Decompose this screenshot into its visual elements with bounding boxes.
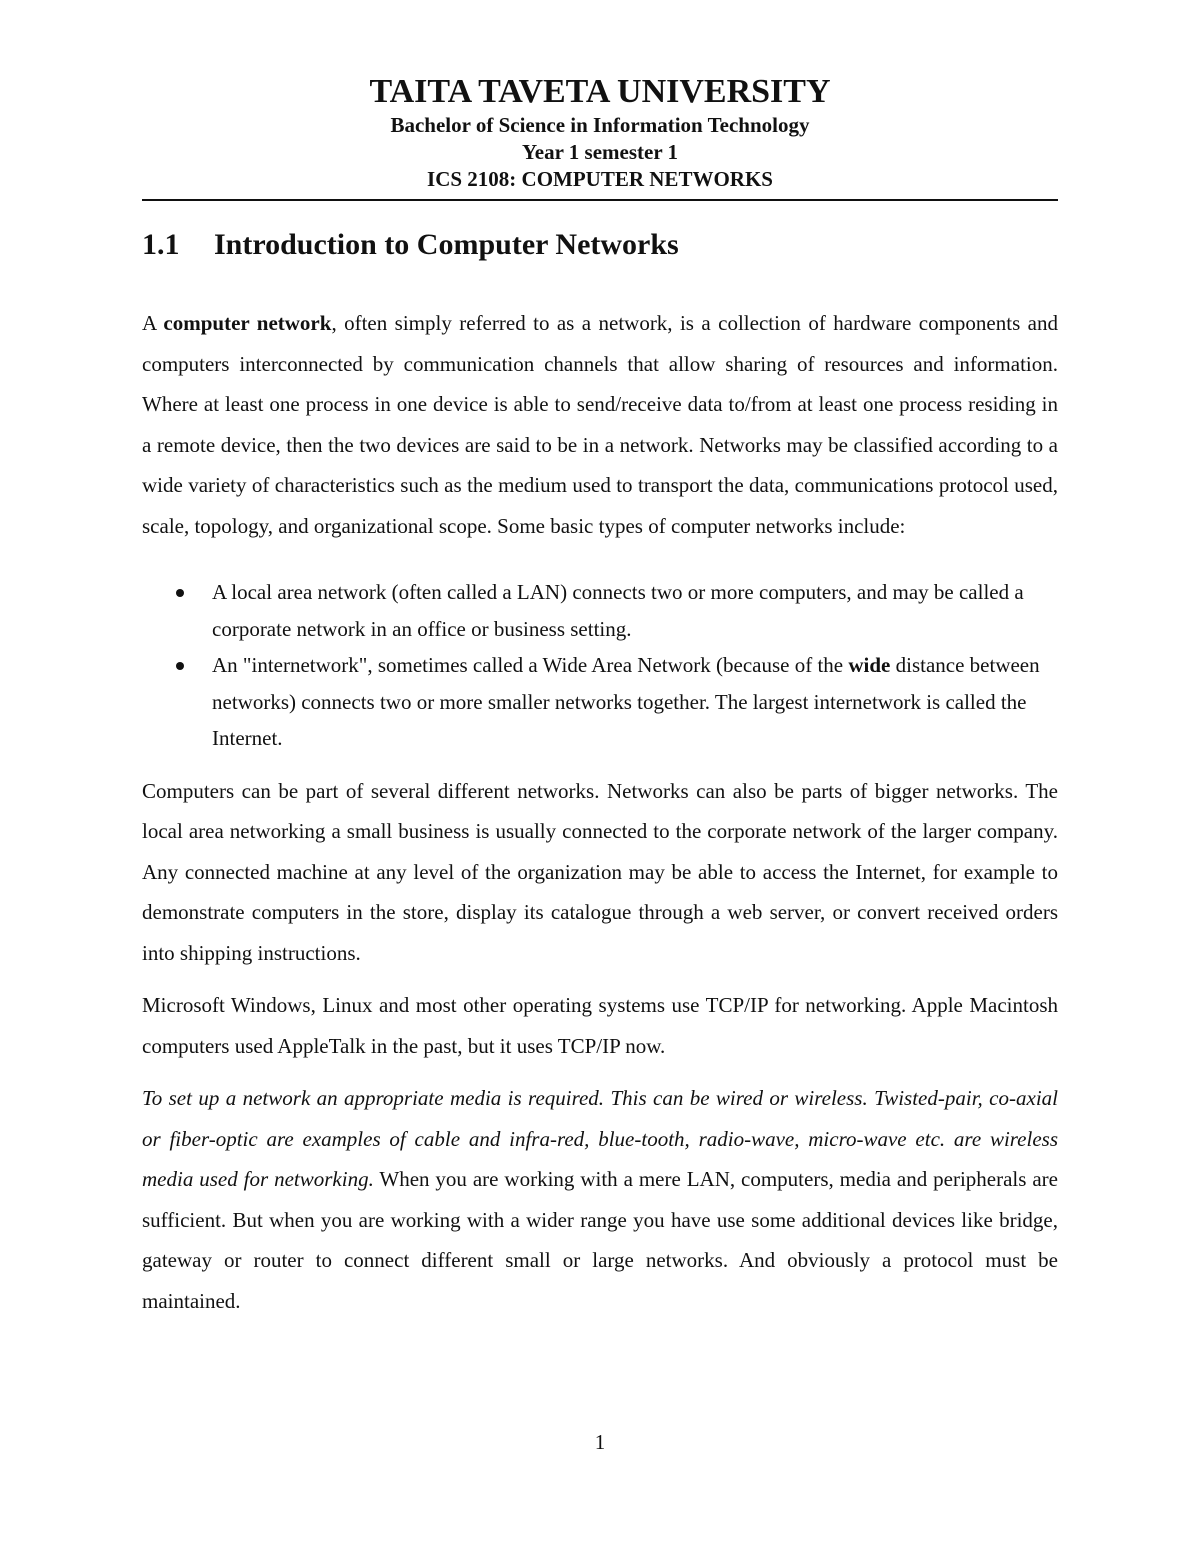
media-italic-text: To set up a network an appropriate media is required. This can be wired or wireless. Twisted-pair, co-axial or fiber-optic are examples of cable and infra-red, blue-tooth, radio-wave, micro-wave etc. are wireless media used for networking. — [142, 1086, 1058, 1191]
section-title: Introduction to Computer Networks — [214, 228, 679, 261]
bullet-icon — [176, 589, 184, 597]
page-number: 1 — [594, 1430, 606, 1454]
programme-name: Bachelor of Science in Information Technology — [390, 113, 810, 137]
list-item — [142, 574, 1058, 647]
paragraph-networks: Computers can be part of several different networks. Networks can also be parts of bigger networks. The local area networking a small business is usually connected to the corporate network of the larger company. Any connected machine at any level of the organization may be able to access the Internet, for example to demonstrate computers in the store, display its catalogue through a web server, or convert received orders into shipping instructions. — [142, 778, 1058, 965]
section-number: 1.1 — [142, 228, 180, 261]
list-item-text-continued: distance between networks) connects two or more smaller networks together. The largest internetwork is called the Internet. — [212, 653, 1040, 750]
intro-lead: A — [142, 311, 164, 335]
emphasis-wide: wide — [848, 653, 891, 677]
course-title: ICS 2108: COMPUTER NETWORKS — [427, 167, 773, 191]
list-item-text: A local area network (often called a LAN) connects two or more computers, and may be called a corporate network in an office or business setting. — [212, 580, 1024, 641]
year-semester: Year 1 semester 1 — [521, 140, 679, 164]
university-name: TAITA TAVETA UNIVERSITY — [369, 73, 831, 110]
list-item — [142, 647, 1058, 757]
document-page — [142, 0, 1058, 1321]
term-computer-network: computer network — [163, 311, 332, 335]
bullet-icon — [176, 662, 184, 670]
intro-rest: , often simply referred to as a network, is a collection of hardware components and computers interconnected by communication channels that allow sharing of resources and information. Where at least one process in one device is able to send/receive data to/from at least one process residing in a remote device, then the two devices are said to be in a network. Networks may be classified according to a wide variety of characteristics such as the medium used to transport the data, communications protocol used, scale, topology, and organizational scope. Some basic types of computer networks include: — [142, 311, 1058, 538]
document-header — [142, 0, 1058, 193]
list-item-text: An "internetwork", sometimes called a Wide Area Network (because of the — [212, 653, 849, 677]
media-normal-text: When you are working with a mere LAN, computers, media and peripherals are sufficient. But when you are working with a wider range you have use some additional devices like bridge, gateway or router to connect different small or large networks. And obviously a protocol must be maintained. — [142, 1167, 1058, 1313]
section-heading — [142, 225, 1058, 265]
paragraph-intro — [142, 303, 1058, 546]
paragraph-operating-systems: Microsoft Windows, Linux and most other operating systems use TCP/IP for networking. Apple Macintosh computers used AppleTalk in the past, but it uses TCP/IP now. — [142, 993, 1058, 1058]
header-divider — [142, 199, 1058, 201]
network-types-list — [142, 574, 1058, 757]
paragraph-media — [142, 1078, 1058, 1321]
